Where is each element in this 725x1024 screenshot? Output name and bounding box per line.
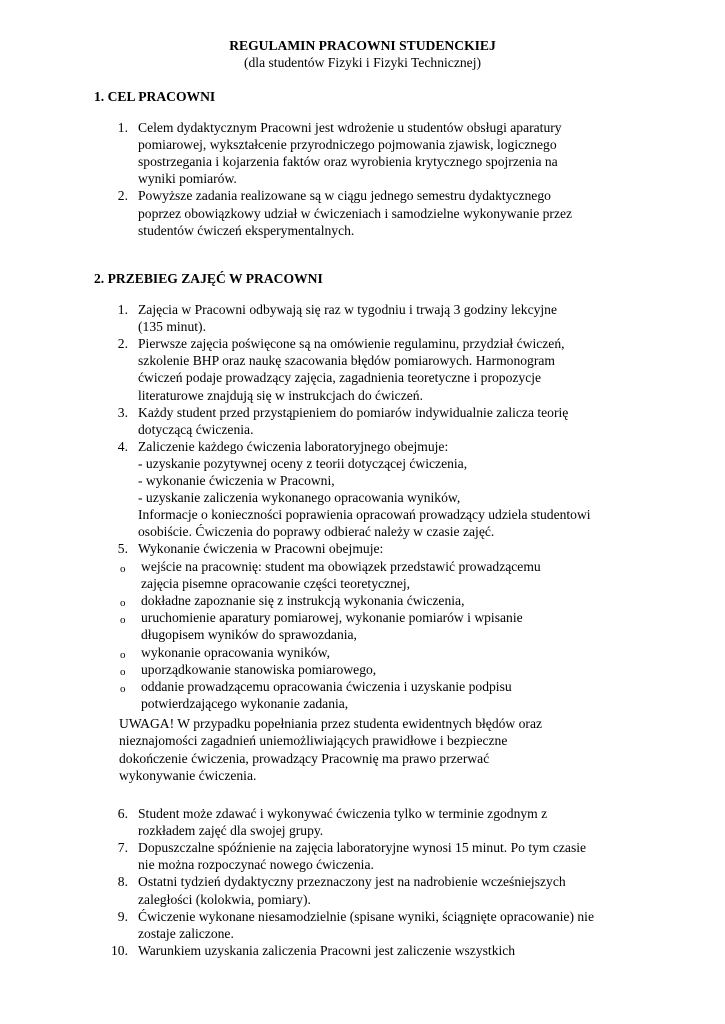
list-item-text: Celem dydaktycznym Pracowni jest wdrożenie u studentów obsługi aparatury: [138, 120, 562, 135]
bullet-item-text: uruchomienie aparatury pomiarowej, wykonanie pomiarów i wpisanie: [141, 610, 523, 626]
bullet-marker: o: [120, 597, 126, 610]
list-item-text: Powyższe zadania realizowane są w ciągu jednego semestru dydaktycznego: [138, 188, 551, 204]
bullet-item-text: oddanie prowadzącemu opracowania ćwiczenia i uzyskanie podpisu: [141, 678, 512, 694]
list-item-text: Wykonanie ćwiczenia w Pracowni obejmuje:: [138, 541, 384, 557]
bullet-item-text: uporządkowanie stanowiska pomiarowego,: [141, 661, 377, 677]
list-item-text: - wykonanie ćwiczenia w Pracowni,: [138, 473, 335, 488]
warning-line: nieznajomości zagadnień uniemożliwiających prawidłowe i bezpieczne: [119, 733, 508, 749]
list-item-text: Każdy student przed przystąpieniem do pomiarów indywidualnie zalicza teorię: [138, 404, 569, 420]
list-item-text: ćwiczeń podaje prowadzący zajęcia, zagadnienia teoretyczne i propozycje: [138, 370, 542, 386]
bullet-item-text: wejście na pracownię: student ma obowiązek przedstawić prowadzącemu: [141, 559, 541, 574]
list-item-text: poprzez obowiązkowy udział w ćwiczeniach i samodzielne wykonywanie przez: [138, 205, 573, 221]
list-item-text: Dopuszczalne spóźnienie na zajęcia laboratoryjne wynosi 15 minut. Po tym czasie: [138, 840, 587, 856]
list-item-text: rozkładem zajęć dla swojej grupy.: [138, 823, 324, 839]
document-subtitle: (dla studentów Fizyki i Fizyki Technicznej): [243, 55, 481, 70]
bullet-marker: o: [120, 614, 126, 627]
section-2-heading: 2. PRZEBIEG ZAJĘĆ W PRACOWNI: [94, 271, 323, 286]
list-number: 6.: [117, 806, 128, 821]
document-title: REGULAMIN PRACOWNI STUDENCKIEJ: [229, 38, 496, 53]
list-item-text: szkolenie BHP oraz naukę szacowania błędów pomiarowych. Harmonogram: [138, 353, 555, 369]
list-item-text: - uzyskanie zaliczenia wykonanego opracowania wyników,: [138, 490, 461, 506]
list-item-text: (135 minut).: [138, 319, 206, 335]
list-number: 3.: [117, 404, 128, 420]
list-number: 10.: [111, 942, 128, 958]
bullet-marker: o: [120, 682, 126, 695]
list-item-text: Zajęcia w Pracowni odbywają się raz w tygodniu i trwają 3 godziny lekcyjne: [138, 302, 558, 317]
list-item-text: Warunkiem uzyskania zaliczenia Pracowni jest zaliczenie wszystkich: [138, 942, 516, 958]
bullet-item-text: długopisem wyników do sprawozdania,: [141, 627, 357, 643]
list-number: 5.: [117, 541, 128, 557]
list-item-text: Student może zdawać i wykonywać ćwiczenia tylko w terminie zgodnym z: [138, 806, 548, 821]
list-number: 9.: [117, 908, 128, 924]
warning-line: UWAGA! W przypadku popełniania przez studenta ewidentnych błędów oraz: [119, 716, 543, 731]
bullet-item-text: wykonanie opracowania wyników,: [141, 644, 330, 660]
list-item-text: zaległości (kolokwia, pomiary).: [138, 891, 311, 907]
list-number: 7.: [117, 840, 128, 856]
list-item-text: dotyczącą ćwiczenia.: [138, 421, 254, 437]
bullet-marker: o: [120, 563, 126, 575]
bullet-item-text: zajęcia pisemne opracowanie części teoretycznej,: [141, 576, 411, 592]
list-item-text: Pierwsze zajęcia poświęcone są na omówienie regulaminu, przydział ćwiczeń,: [138, 336, 565, 352]
warning-line: wykonywanie ćwiczenia.: [119, 767, 257, 783]
list-number: 1.: [117, 302, 128, 317]
list-item-text: nie można rozpoczynać nowego ćwiczenia.: [138, 857, 374, 873]
bullet-item-text: potwierdzającego wykonanie zadania,: [141, 695, 349, 711]
list-number: 2.: [117, 188, 128, 204]
list-item-text: studentów ćwiczeń eksperymentalnych.: [138, 222, 355, 238]
list-item-text: osobiście. Ćwiczenia do poprawy odbierać należy w czasie zajęć.: [138, 524, 495, 540]
list-number: 1.: [117, 120, 128, 135]
bullet-marker: o: [120, 665, 126, 678]
list-number: 4.: [117, 438, 128, 454]
list-item-text: Ostatni tydzień dydaktyczny przeznaczony jest na nadrobienie wcześniejszych: [138, 874, 566, 890]
list-item-text: Zaliczenie każdego ćwiczenia laboratoryjnego obejmuje:: [138, 438, 449, 454]
list-number: 2.: [117, 336, 128, 352]
list-item-text: - uzyskanie pozytywnej oceny z teorii dotyczącej ćwiczenia,: [138, 455, 468, 471]
section-1-heading: 1. CEL PRACOWNI: [94, 89, 216, 104]
warning-line: dokończenie ćwiczenia, prowadzący Pracownię ma prawo przerwać: [119, 750, 490, 766]
list-item-text: Ćwiczenie wykonane niesamodzielnie (spisane wyniki, ściągnięte opracowanie) nie: [138, 908, 594, 924]
list-item-text: wyniki pomiarów.: [138, 171, 237, 187]
list-item-text: spostrzegania i kojarzenia faktów oraz wyrobienia krytycznego spojrzenia na: [138, 154, 558, 170]
bullet-item-text: dokładne zapoznanie się z instrukcją wykonania ćwiczenia,: [141, 593, 465, 609]
list-item-text: zostaje zaliczone.: [138, 925, 234, 941]
bullet-marker: o: [120, 648, 126, 661]
list-item-text: literaturowe znajdują się w instrukcjach do ćwiczeń.: [138, 387, 423, 403]
list-number: 8.: [117, 874, 128, 890]
list-item-text: pomiarowej, wykształcenie przyrodniczego pojmowania zjawisk, logicznego: [138, 137, 557, 153]
list-item-text: Informacje o konieczności poprawienia opracowań prowadzący udziela studentowi: [138, 507, 591, 523]
